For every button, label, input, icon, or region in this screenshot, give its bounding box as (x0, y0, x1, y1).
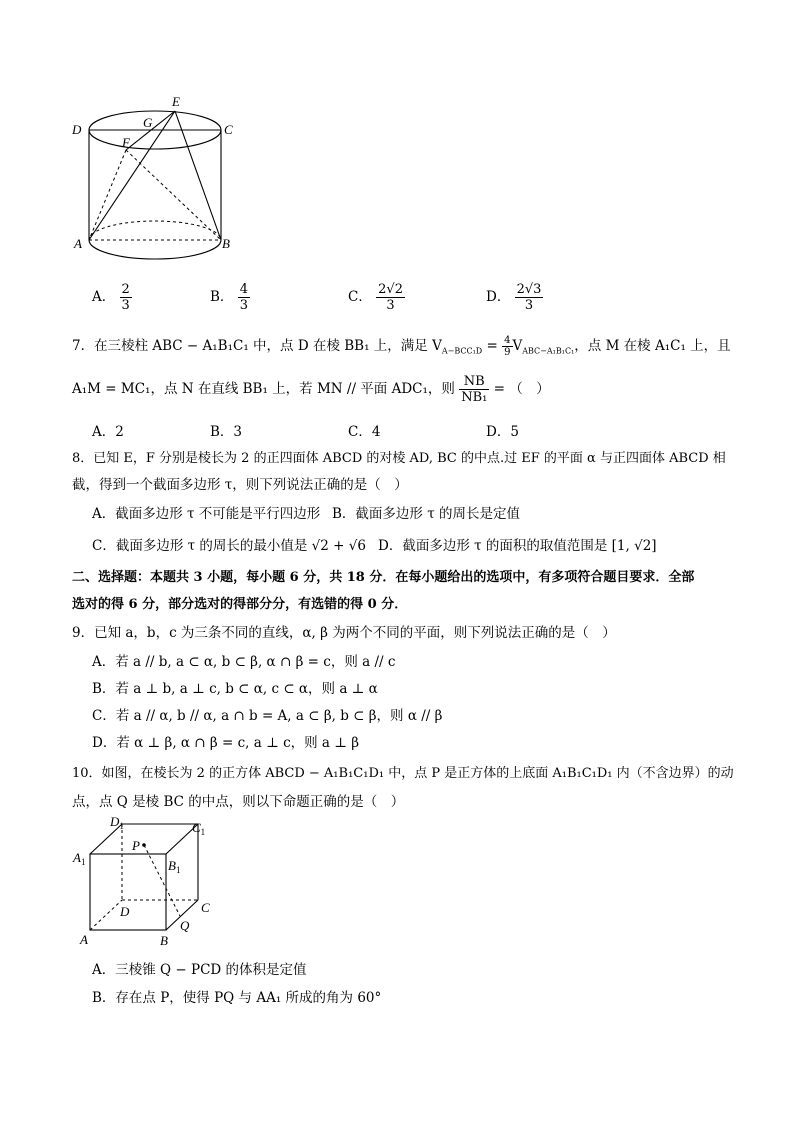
q6-b-num: 4 (239, 282, 248, 297)
q7-fraction (502, 335, 512, 358)
q8-option-a[interactable]: A．截面多边形 τ 不可能是平行四边形 (92, 506, 321, 522)
label-c1: $C_1$ (192, 820, 206, 837)
q7-stem-line2 (72, 374, 550, 405)
section2-header-line2: 选对的得 6 分，部分选对的得部分分，有选错的得 0 分． (72, 597, 408, 612)
q7-fraction-2 (459, 374, 489, 405)
q7-text-d: = （ ） (489, 381, 550, 397)
q7-sub-2: ABC−A₁B₁C₁ (522, 346, 575, 356)
q6-c-num: 2√2 (378, 282, 403, 297)
q9-stem: 9．已知 a，b，c 为三条不同的直线，α, β 为两个不同的平面，则下列说法正确的是（ ） (72, 625, 616, 641)
q7-eq: = (482, 338, 503, 354)
q6-option-d[interactable] (486, 282, 543, 313)
label-c: C (201, 900, 210, 915)
q7-frac2-num: NB (459, 374, 489, 390)
label-p: P (132, 838, 140, 853)
q6-option-d-label: D． (486, 289, 511, 305)
label-e: E (172, 94, 180, 109)
q6-option-a[interactable] (92, 282, 132, 313)
q6-d-den: 3 (524, 298, 534, 313)
q6-option-b-label: B． (210, 289, 234, 305)
q7-frac-den: 9 (504, 347, 511, 358)
cylinder-bottom-front (89, 240, 221, 259)
edge-ad (90, 900, 122, 930)
label-c: C (224, 122, 233, 137)
q7-text-a: 7．在三棱柱 ABC − A₁B₁C₁ 中，点 D 在棱 BB₁ 上，满足 V (72, 338, 442, 354)
segment-fb (126, 150, 221, 240)
q6-option-b[interactable] (210, 282, 250, 313)
q10-option-b[interactable]: B．存在点 P，使得 PQ 与 AA₁ 所成的角为 60° (92, 990, 382, 1006)
q9-option-a[interactable]: A．若 a // b, a ⊂ α, b ⊂ β, α ∩ β = c，则 a // c (92, 654, 396, 670)
cylinder-bottom-back (89, 221, 221, 240)
q9-option-d[interactable]: D．若 α ⊥ β, α ∩ β = c, a ⊥ c，则 a ⊥ β (92, 735, 360, 751)
q6-a-num: 2 (121, 282, 130, 297)
q7-v: V (512, 338, 523, 354)
q10-stem-line2: 点，点 Q 是棱 BC 的中点，则以下命题正确的是（ ） (72, 794, 405, 810)
q7-option-c[interactable]: C．4 (348, 424, 381, 440)
q7-option-a[interactable]: A．2 (92, 424, 124, 440)
segment-pq (144, 845, 180, 916)
label-f: F (122, 135, 130, 150)
q6-option-c-fraction (376, 282, 405, 313)
q7-option-b[interactable]: B．3 (210, 424, 243, 440)
q8-stem-line2: 截，得到一个截面多边形 τ，则下列说法正确的是（ ） (72, 477, 408, 493)
q7-text-c: A₁M = MC₁，点 N 在直线 BB₁ 上，若 MN // 平面 ADC₁，则 (72, 381, 455, 397)
q7-stem-line1 (72, 334, 731, 358)
q7-frac-num: 4 (504, 335, 511, 346)
label-d: D (72, 122, 82, 137)
section2-header-line1: 二、选择题：本题共 3 小题，每小题 6 分，共 18 分．在每小题给出的选项中，有多项符合题目要求．全部 (72, 570, 695, 585)
cylinder-figure (60, 92, 260, 262)
label-d: D (120, 904, 130, 919)
label-a: A (74, 236, 82, 251)
label-a1: $A_1$ (73, 850, 86, 867)
q6-option-c[interactable] (348, 282, 405, 313)
q6-a-den: 3 (121, 298, 130, 313)
q6-option-c-label: C． (348, 289, 372, 305)
q6-b-den: 3 (239, 298, 248, 313)
label-b: B (160, 933, 168, 948)
q6-option-d-fraction (515, 282, 544, 313)
q6-d-num: 2√3 (516, 282, 542, 297)
cube-figure (68, 812, 228, 952)
label-a: A (80, 932, 88, 947)
q7-text-b: ，点 M 在棱 A₁C₁ 上，且 (574, 338, 731, 354)
q8-stem-line1: 8．已知 E，F 分别是棱长为 2 的正四面体 ABCD 的对棱 AD, BC 的中点.过 EF 的平面 α 与正四面体 ABCD 相 (72, 451, 726, 466)
q7-sub-1: A−BCC₁D (441, 346, 483, 356)
point-p (142, 843, 146, 847)
q6-option-a-label: A． (92, 289, 116, 305)
q8-option-c[interactable]: C．截面多边形 τ 的周长的最小值是 √2 + √6 (92, 538, 366, 554)
q10-option-a[interactable]: A．三棱锥 Q − PCD 的体积是定值 (92, 962, 307, 978)
label-q: Q (180, 918, 190, 933)
q8-option-b[interactable]: B．截面多边形 τ 的周长是定值 (332, 506, 520, 522)
label-g: G (143, 115, 153, 130)
q7-option-d[interactable]: D．5 (486, 424, 519, 440)
label-b1: $B_1$ (168, 858, 181, 875)
q6-option-b-fraction (238, 282, 250, 313)
label-b: B (222, 236, 230, 251)
q10-stem-line1: 10．如图，在棱长为 2 的正方体 ABCD − A₁B₁C₁D₁ 中，点 P 是正方体的上底面 A₁B₁C₁D₁ 内（不含边界）的动 (72, 766, 734, 781)
q9-option-c[interactable]: C．若 a // α, b // α, a ∩ b = A, a ⊂ β, b ⊂ β，则 α // β (92, 708, 443, 724)
q7-frac2-den: NB₁ (461, 390, 488, 405)
label-d1: $D_1$ (110, 814, 124, 831)
q6-option-a-fraction (120, 282, 132, 313)
q9-option-b[interactable]: B．若 a ⊥ b, a ⊥ c, b ⊂ α, c ⊂ α，则 a ⊥ α (92, 681, 378, 697)
q8-option-d[interactable]: D．截面多边形 τ 的面积的取值范围是 [1, √2] (378, 538, 657, 554)
q6-c-den: 3 (386, 298, 395, 313)
